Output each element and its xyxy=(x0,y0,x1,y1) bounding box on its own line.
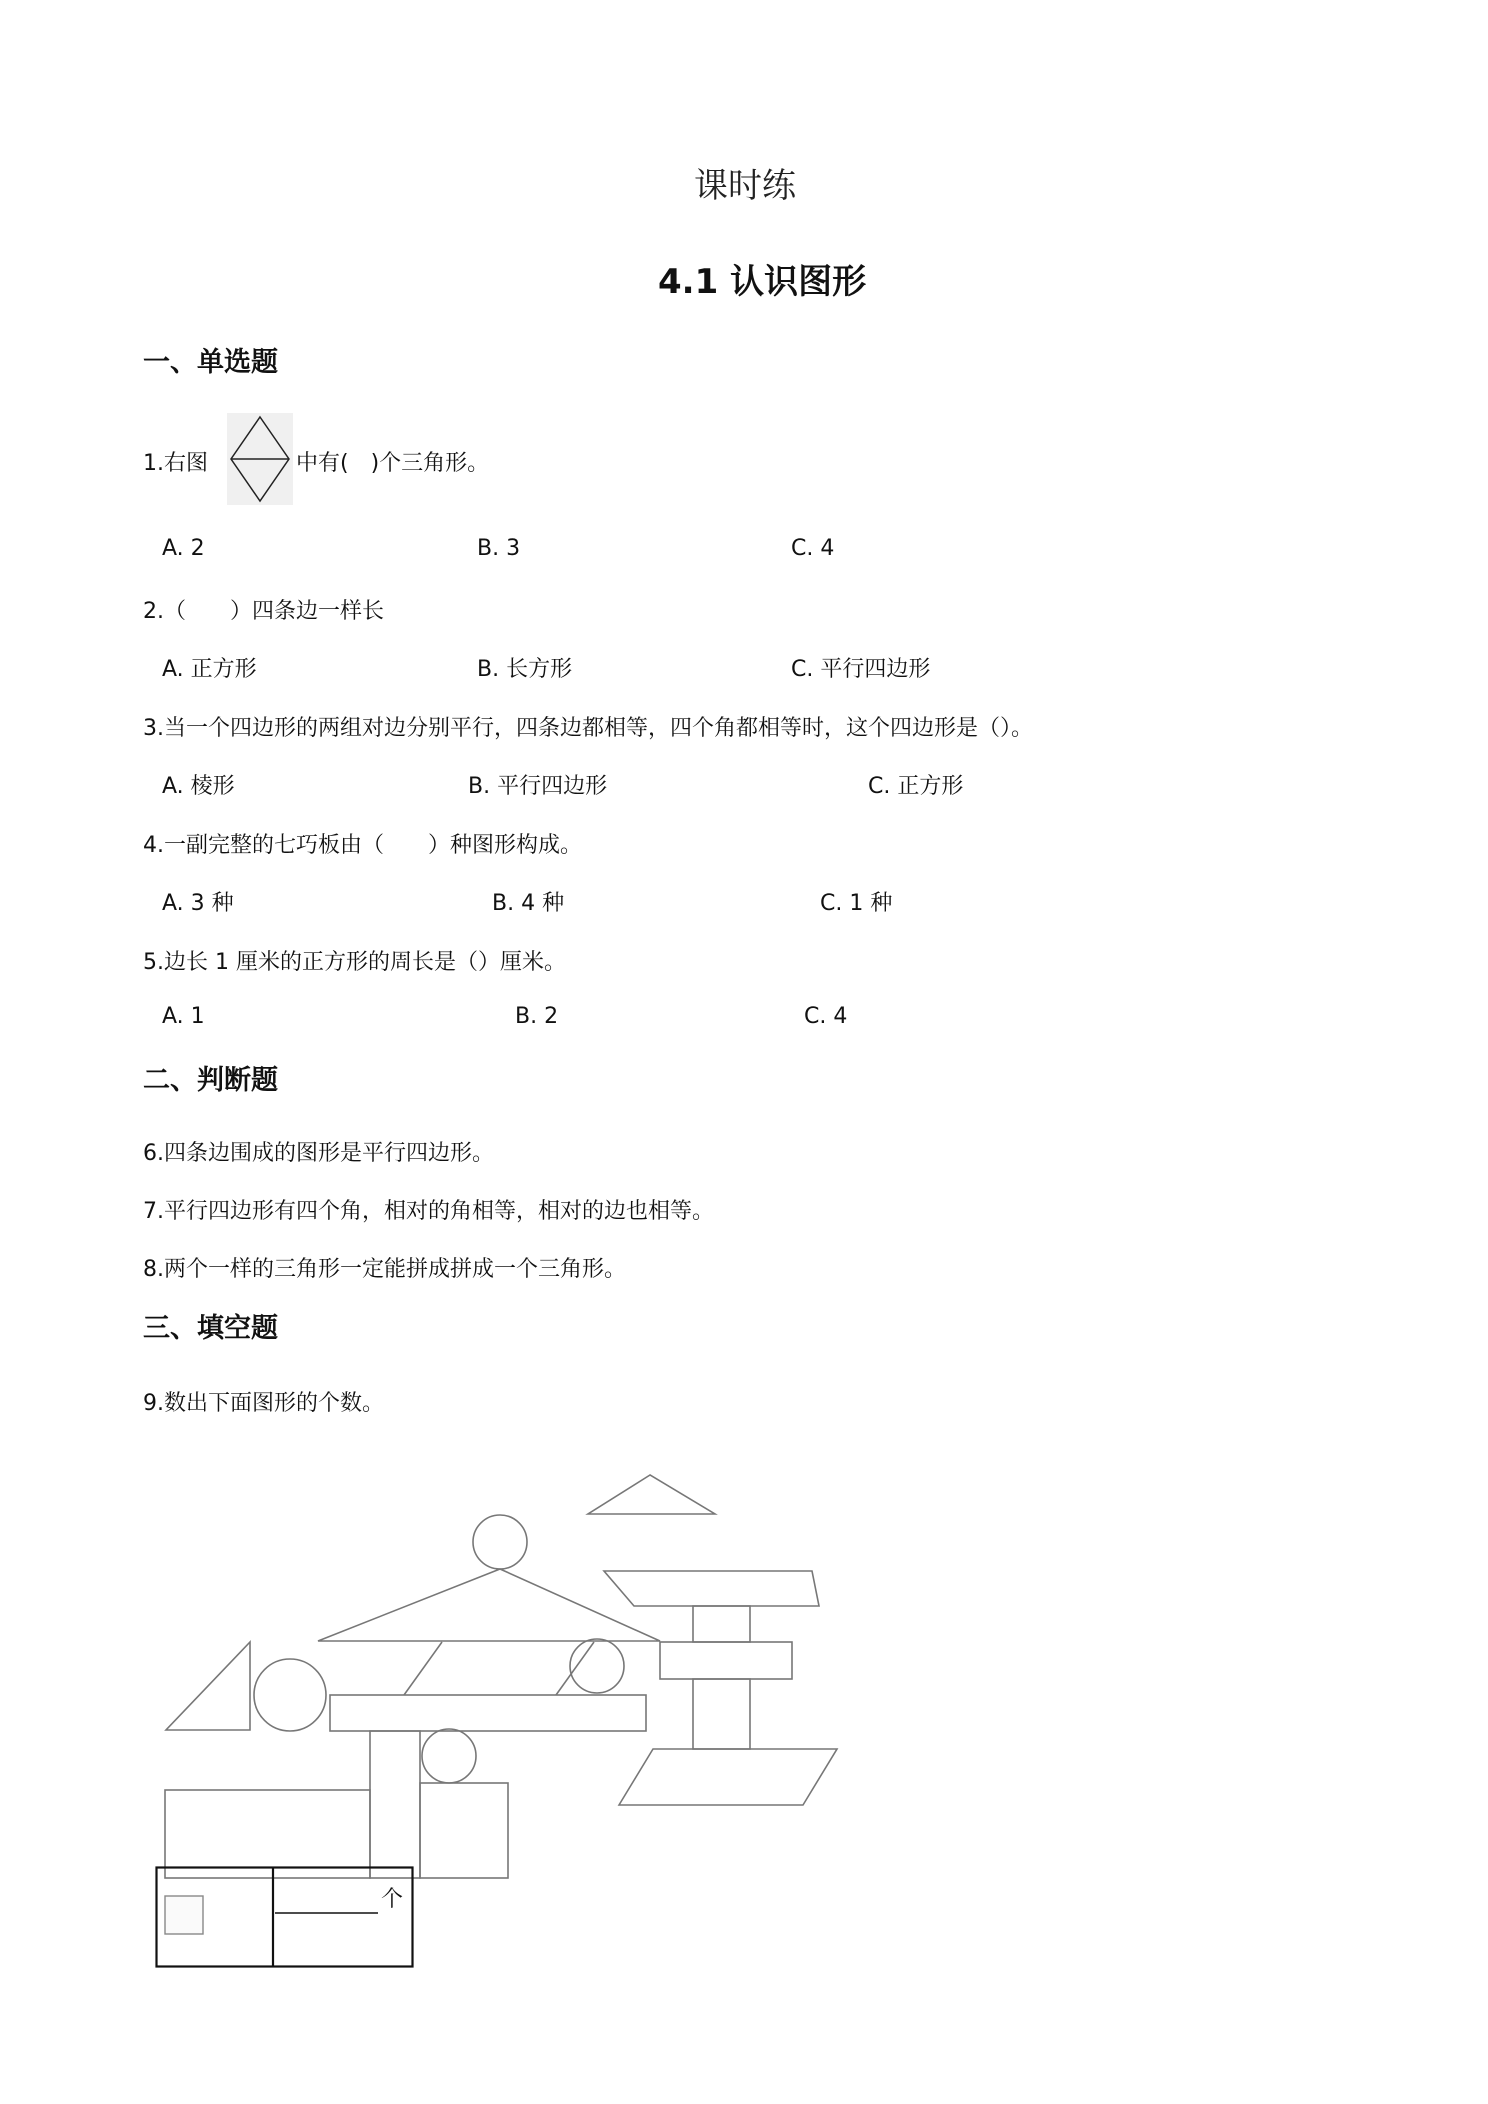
question-5: 5.边长 1 厘米的正方形的周长是（）厘米。 xyxy=(143,950,566,975)
q4-option-b[interactable]: B. 4 种 xyxy=(492,891,565,916)
q4-option-a[interactable]: A. 3 种 xyxy=(162,891,234,916)
question-2: 2.（ ）四条边一样长 xyxy=(143,599,384,624)
question-6: 6.四条边围成的图形是平行四边形。 xyxy=(143,1141,494,1166)
section-heading-single-choice: 一、单选题 xyxy=(143,347,278,378)
section-heading-true-false: 二、判断题 xyxy=(143,1065,278,1096)
q3-option-a[interactable]: A. 棱形 xyxy=(162,774,235,799)
rhombus-figure xyxy=(227,413,293,505)
question-8: 8.两个一样的三角形一定能拼成拼成一个三角形。 xyxy=(143,1257,626,1282)
q2-option-b[interactable]: B. 长方形 xyxy=(477,657,573,682)
q3-option-b[interactable]: B. 平行四边形 xyxy=(468,774,608,799)
question-7: 7.平行四边形有四个角，相对的角相等，相对的边也相等。 xyxy=(143,1199,714,1224)
q1-option-c[interactable]: C. 4 xyxy=(791,536,835,561)
square-icon xyxy=(165,1896,203,1934)
q2-option-a[interactable]: A. 正方形 xyxy=(162,657,257,682)
q5-option-a[interactable]: A. 1 xyxy=(162,1004,205,1029)
lesson-subtitle: 4.1 认识图形 xyxy=(658,262,867,302)
question-9: 9.数出下面图形的个数。 xyxy=(143,1391,384,1416)
question-1-prefix: 1.右图 xyxy=(143,451,208,476)
answer-unit-label: 个 xyxy=(381,1887,404,1912)
section-heading-fill-blank: 三、填空题 xyxy=(143,1313,278,1344)
block-shapes-figure xyxy=(160,1470,860,1900)
q5-option-b[interactable]: B. 2 xyxy=(515,1004,559,1029)
q5-option-c[interactable]: C. 4 xyxy=(804,1004,848,1029)
question-4: 4.一副完整的七巧板由（ ）种图形构成。 xyxy=(143,833,582,858)
q4-option-c[interactable]: C. 1 种 xyxy=(820,891,893,916)
question-3: 3.当一个四边形的两组对边分别平行，四条边都相等，四个角都相等时，这个四边形是（）。 xyxy=(143,716,1033,741)
q2-option-c[interactable]: C. 平行四边形 xyxy=(791,657,931,682)
question-1-suffix: 中有( )个三角形。 xyxy=(296,451,490,476)
answer-blank[interactable] xyxy=(276,1882,378,1912)
q1-option-a[interactable]: A. 2 xyxy=(162,536,205,561)
q1-option-b[interactable]: B. 3 xyxy=(477,536,521,561)
q3-option-c[interactable]: C. 正方形 xyxy=(868,774,964,799)
page-title: 课时练 xyxy=(694,166,796,206)
